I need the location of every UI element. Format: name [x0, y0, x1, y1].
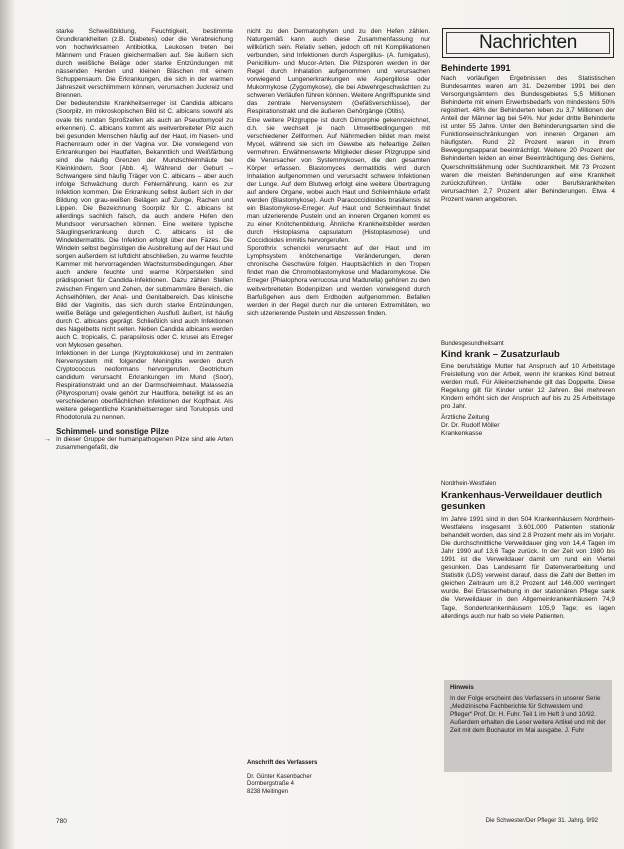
notice-box: [444, 680, 612, 772]
scan-edge-shadow: [0, 0, 14, 849]
article-column-1: [56, 28, 233, 838]
address-line: 8238 Meitingen: [247, 788, 289, 795]
news-section-title: Nachrichten: [442, 28, 614, 58]
news-heading: Kind krank – Zusatzurlaub: [441, 349, 560, 360]
paragraph: Sporothrix schenckii verursacht auf der Haut und im Lymphsystem knötchenartige Veränderungen, deren chronische Geschwüre folgen. Hauptsächlich in den Tropen findet man die Chromoblastomykose und Madaromykose. Die Erreger (Phialophora verrucosa und Madurella) gehören zu den weitverbreiteten Bodenpilzen und werden vorwiegend durch Barfußgehen aus dem Erdboden aufgenommen. Befallen werden in der Regel durch nur die unteren Extremitäten, wo sich ulzerierende Pusteln und Abszessen finden.: [247, 245, 430, 317]
address-line: Dr. Günter Kasenbacher: [247, 773, 312, 780]
paragraph: starke Schweißbildung, Feuchtigkeit, bestimmte Grundkrankheiten (z.B. Diabetes) oder die Verabreichung von hochwirksamen Antibiotika, Leukosen treten bei Männern und Frauen gleichermaßen auf. Sie äußern sich durch weißliche Beläge oder starke Entzündungen mit nässenden Herden und kleinen Bläschen mit einem Schuppensaum. Die Erkrankungen, die sich in der warmen Jahreszeit verschlimmern können, verursachen Juckreiz und Brennen.: [56, 28, 233, 100]
paragraph: Infektionen in der Lunge (Kryptokokkose) und im zentralen Nervensystem mit folgender Meningitis werden durch Cryptococcus neoformans hervorgerufen. Geotrichum candidum verursacht Erkrankungen im Mund (Soor), Respirationstrakt und an der Darmschleimhaut. Malassezia (Pityrosporum) ovale gehört zur Hautflora, beteiligt ist es an verschiedenen oberflächlichen Infektionen der Kopfhaut. Als weitere gelegentliche Krankheitserreger sind Torulopsis und Rhodotorula zu nennen.: [56, 349, 233, 422]
news-source-line: Krankenkasse: [441, 430, 483, 438]
notice-text: In der Folge erscheint des Verfassers in unserer Serie „Medizinische Fachberichte für Schwestern und Pfleger“ Prof. Dr. H. Fuhr. Teil 1 im Heft 3 und 10/92. Außerdem erhalten die Leser weitere Artikel und mit der Zeit mit dem Buchautor im Mai ausgabe. J. Fuhr: [450, 695, 606, 734]
article-column-2: [247, 28, 430, 583]
address-heading: Anschrift des Verfassers: [247, 760, 318, 766]
news-text: Nach vorläufigen Ergebnissen des Statistischen Bundesamtes waren am 31. Dezember 1991 bei den Versorgungsämtern des Bundesgebietes 5,5 Millionen Behinderte mit einem Erwerbsbedarfs von mindestens 50% registriert. 48% der Behinderten leben zu 3,7 Millionen der Anteil der Männer lag bei 54%. Nur jeder dritte Behinderte ist unter 55 Jahre. Unter den Behinderungsarten sind die Funktionseinschränkungen von inneren Organen am häufigsten. Rund 22 Prozent waren in ihrem Bewegungsapparat beeinträchtigt. Weitere 20 Prozent der Behinderten leiden an einer Beeinträchtigung des Gehirns, Querschnittslähmung oder Suchtkrankheit. Mit 73 Prozent waren die meisten Behinderungen auf eine Krankheit zurückzuführen. Unfälle oder Berufskrankheiten verursachten 2,7 Prozent aller Behinderungen. Etwa 4 Prozent waren angeboren.: [441, 75, 615, 203]
paragraph: In dieser Gruppe der humanpathogenen Pilze sind alle Arten zusammengefaßt, die: [56, 436, 233, 452]
author-address: [247, 760, 427, 796]
section-subheading: Schimmel- und sonstige Pilze: [56, 427, 169, 437]
margin-arrow-mark: →: [44, 436, 51, 443]
journal-footer: Die Schwester/Der Pfleger 31. Jahrg. 9/92: [485, 818, 598, 824]
news-source-label: Bundesgesundheitsamt: [441, 341, 504, 347]
news-text: Im Jahre 1991 sind in den 504 Krankenhäusern Nordrhein-Westfalens insgesamt 3.601.000 Patienten stationär behandelt worden, das sind 2.8 Prozent mehr als im Vorjahr. Die durchschnittliche Verweildauer ging von 14,4 Tagen im Jahr 1990 auf 13,6 Tage zurück. In der Zeit von 1980 bis 1991 ist die Verweildauer damit um rund ein Viertel gesunken. Das Landesamt für Datenverarbeitung und Statistik (LDS) verweist darauf, dass die Zahl der Betten im gleichen Zeitraum um 8,2 Prozent auf 146.000 verringert wurde. Bei Erlasserhebung in der stationären Pflege sank die Verweildauer in den Allgemeinkrankenhäusern 74,9 Tage, Sonderkrankenhäusern 105,9 Tage; es lagen allerdings auch nur halb so viele Patienten.: [441, 516, 615, 620]
news-source-line: Dr. Dr. Rudolf Möller: [441, 422, 500, 430]
news-region-label: Nordrhein-Westfalen: [441, 481, 496, 487]
paragraph: Der bedeutendste Krankheitserreger ist Candida albicans (Soorpilz, im mikroskopischen Bild ist C. albicans sowohl als ovale bis rundan Sproßzellen als auch an Pseudomycel zu erkennen). C. albicans kommt als weitverbreiteter Pilz auch bei gesunden Menschen häufig auf der Haut, im Nasen- und Rachenraum oder in der Vagina vor. Die vorwiegend von Erkrankungen bei Hautfalten, Bekanntlich und Weißfärbung sind die häufig Grenzen der Mundschleimhäute bei Kleinkindern. Soor [Abb. 4]. Während der Geburt – Schwangere sind häufig Träger von C. albicans – aber auch infolge Schwächung durch Fehlernährung, kann es zur Infektion kommen. Die Erkrankung selbst äußert sich in der Bildung von grau-weißen Belägen auf Zunge, Rachen und Lippen. Die Bezeichnung Soorpilz für C. albicans ist allerdings sachlich falsch, da auch andere Hefen den Mundsoor verursachen können. Eine weitere typische Säuglingserkrankung durch C. albicans ist die Windeldermatitis. Die Infektion erfolgt über den Fäzes. Die Windeln selbst begünstigen die Ausbreitung auf der Haut und sorgen außerdem ist luftdicht abschließen, zu warme feuchte Kammer mit hervorragenden Wachstumsbedingungen. Aber auch andere feuchte und warme Körperstellen sind prädisponiert für Candida-Infektionen. Dazu zählen Stellen zwischen Fingern und Zehen, der submammäre Bereich, die Achselhöhlen, der Anal- und Genitalbereich. Das klinische Bild der Vaginitis, das sich durch starke Entzündungen, weiße Beläge und gelegentlichen Ausfluß äußert, ist häufig durch C. albicans geprägt. Schließlich sind auch Infektionen des Nagelbetts nicht selten. Neben Candida albicans werden auch C. tropicalis, C. parapsilosis oder C. krusei als Erreger von Mykosen gesehen.: [56, 100, 233, 349]
notice-title: Hinweis: [450, 684, 474, 691]
page-number: 780: [56, 818, 67, 825]
news-text: [441, 363, 615, 473]
news-heading: Krankenhaus-Verweildauer deutlich gesunken: [441, 490, 603, 512]
paragraph: nicht zu den Dermatophyten und zu den Hefen zählen. Naturgemäß kann auch diese Zusammenfassung nur willkürlich sein. Relativ selten, jedoch oft mit Komplikationen verbunden, sind Infektionen durch Aspergillus- (A. fumigatus), Penicillium- und Mucor-Arten. Die Pilzsporen werden in der Regel durch Inhalation aufgenommen und verursachen vorwiegend Lungenerkrankungen wie Aspergillose oder Mukormykose (Zygomykose), die bei Abwehrgeschwächten zu schweren Verläufen führen können. Weitere Angriffspunkte sind das zentrale Nervensystem (Gefäßverschlüsse), der Respirationstrakt und die äußeren Gehörgänge (Otitis).: [247, 28, 430, 116]
news-body: Eine berufstätige Mutter hat Anspruch auf 10 Arbeitstage Freistellung von der Arbeit, wenn ihr krankes Kind betreut werden muß. Für Alleinerziehende gilt das Doppelte. Diese Regelung gilt für Kinder unter 12 Jahren. Bei mehreren Kindern erhöht sich der Anspruch auf bis zu 25 Arbeitstage pro Jahr.: [441, 363, 615, 411]
news-heading: Behinderte 1991: [441, 63, 511, 73]
address-line: Dornbergstraße 4: [247, 781, 295, 787]
paragraph: Eine weitere Pilzgruppe ist durch Dimorphie gekennzeichnet, d.h. sie wechselt je nach Umweltbedingungen mit verschiedener Zellformen. Auf Nährmedien bildet man meist Mycel, während sie sich im Gewebe als hefeartige Zellen vermehren. Erwähnenswerte Mitglieder dieser Pilzgruppe sind die Verursacher von Systemmykosen, die den gesamten Körper erfassen. Blastomyces dermatitidis wird durch Inhalation aufgenommen und verursacht schwere Infektionen der Lunge. Auf dem Blutweg erfolgt eine weitere Übertragung auf andere Organe, wobei auch Haut und Schleimhäute erfaßt werden (Blastomykose). Auch Paracoccidioides brasiliensis ist ein Blastomykose-Erreger. Auf Haut und Schleimhaut findet man ulzerierende Pusteln und an inneren Organen kommt es zu einer Knötchenbildung. Ähnliche Krankheitsbilder werden durch Histoplasma capsulatum (Histoplasmose) und Coccidioides immitis hervorgerufen.: [247, 116, 430, 245]
news-source-line: Ärztliche Zeitung: [441, 414, 490, 422]
